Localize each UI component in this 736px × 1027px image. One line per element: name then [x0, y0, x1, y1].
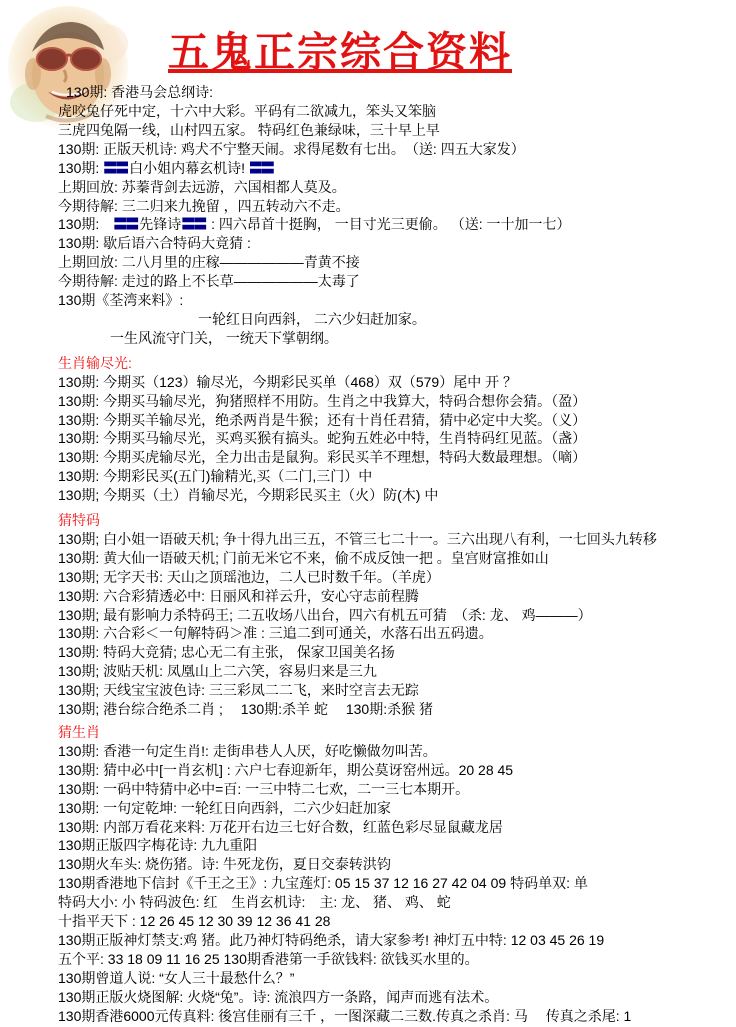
- navy-bars-mark: 〓〓: [248, 159, 273, 176]
- text-segment: 130期: 正版天机诗: 鸡犬不宁整天闹。求得尾数有七出。 （送: 四五大家发）: [58, 140, 525, 157]
- text-line: [58, 761, 732, 780]
- text-line: [58, 988, 732, 1007]
- text-line: [58, 373, 732, 392]
- text-line: [58, 874, 732, 893]
- text-segment: 130期正版神灯禁支:鸡 猪。此乃神灯特码绝杀，请大家参考! 神灯五中特: 12 03 45 26 19: [58, 931, 605, 948]
- text-segment: 先锋诗: [139, 216, 182, 233]
- text-segment: 130期; 无字天书: 天山之顶瑶池边，二人已时数千年。（羊虎）: [58, 568, 440, 585]
- text-segment: 130期: 歇后语六合特码大竟猜 :: [58, 235, 251, 252]
- text-segment: 虎咬兔仔死中定，十六中大彩。平码有二欲减九，笨头又笨脑: [58, 103, 436, 119]
- text-line: [58, 310, 732, 329]
- text-segment: 130期: 特码大竞猜; 忠心无二有主张， 保家卫国美名扬: [58, 644, 395, 661]
- text-line: [58, 178, 732, 197]
- text-segment: 三虎四兔隔一线，山村四五家。 特码红色兼绿味，三十早上早: [58, 121, 440, 138]
- text-line: [58, 83, 732, 102]
- text-line: [58, 291, 732, 310]
- text-line: [58, 448, 732, 467]
- text-line: [58, 893, 732, 912]
- text-segment: 130期; 波贴天机: 凤凰山上二六笑，容易归来是三九: [58, 663, 377, 680]
- text-segment: 130期火车头: 烧伤猪。诗: 牛死龙伤，夏日交泰转洪钧: [58, 856, 391, 873]
- text-line: [58, 549, 732, 568]
- text-line: [58, 1007, 732, 1026]
- text-line: [58, 102, 732, 121]
- text-segment: : 四六昂首十挺胸， 一目寸光三更偷。 （送: 一十加一七）: [207, 216, 571, 233]
- text-segment: 130期: 黄大仙一语破天机; 门前无米它不来，偷不成反蚀一把 。皇宫财富推如山: [58, 549, 549, 566]
- text-segment: 130期:: [58, 159, 104, 176]
- navy-bars-mark: 〓〓: [181, 216, 206, 233]
- text-line: [58, 486, 732, 505]
- text-line: [58, 429, 732, 448]
- text-segment: 130期: 今期买马输尽光，狗猪照样不用防。生肖之中我算大，特码合想你会猜。（盈）: [58, 392, 587, 409]
- text-segment: 130期正版四字梅花诗: 九九重阳: [58, 837, 258, 854]
- text-segment: 130期; 最有影响力杀特码王; 二五收场八出台，四六有机五可猜 （杀: 龙、 鸡———）: [58, 606, 592, 623]
- text-segment: 130期: 猜中必中[一肖玄机] : 六户七春迎新年，期公莫讶窑州远。20 28 45: [58, 761, 514, 778]
- text-segment: 130期; 白小姐一语破天机; 争十得九出三五，不管三七二十一。三六出现八有利，一七回头九转移: [58, 530, 657, 547]
- text-segment: 130期: 香港马会总纲诗:: [66, 84, 214, 101]
- text-segment: 五个平: 33 18 09 11 16 25 130期香港第一手欲钱料: 欲钱买水里的。: [58, 950, 479, 967]
- text-line: [58, 818, 732, 837]
- text-segment: 130期: 六合彩＜一句解特码＞准 : 三追二到可通关，水落石出五码遗。: [58, 625, 493, 642]
- text-line: [58, 411, 732, 430]
- section-header: 猜生肖: [58, 724, 100, 740]
- text-segment: 130期: 今期买（123）输尽光，今期彩民买单（468）双（579）尾中 开 ？: [58, 373, 517, 390]
- text-line: [58, 197, 732, 216]
- text-line: [58, 723, 732, 742]
- text-line: [58, 606, 732, 625]
- text-line: [58, 215, 732, 234]
- navy-bars-mark: 〓〓: [113, 216, 138, 233]
- text-segment: 上期回放: 苏蓁背剑去远游，六国相都人莫及。: [58, 178, 346, 195]
- text-line: [58, 467, 732, 486]
- text-line: [58, 624, 732, 643]
- text-line: [58, 931, 732, 950]
- text-segment: 130期: 今期买羊输尽光，绝杀两肖是牛猴；还有十肖任君猜，猜中必定中大奖。（义）: [58, 411, 587, 428]
- text-segment: 一轮红日向西斜， 二六少妇赶加家。: [198, 310, 426, 327]
- text-line: [58, 681, 732, 700]
- text-line: [58, 836, 732, 855]
- text-line: [58, 392, 732, 411]
- text-line: [58, 121, 732, 140]
- text-line: [58, 950, 732, 969]
- text-line: [58, 234, 732, 253]
- text-segment: 130期曾道人说: “女人三十最愁什么？”: [58, 969, 295, 986]
- section-header: 生肖输尽光:: [58, 354, 132, 371]
- text-line: [58, 969, 732, 988]
- text-line: [58, 700, 732, 719]
- text-line: [58, 742, 732, 761]
- text-segment: 130期: 今期彩民买(五门)输精光,买（二门,三门）中: [58, 468, 373, 485]
- text-line: [58, 855, 732, 874]
- text-line: [58, 511, 732, 530]
- text-segment: 130期正版火烧图解: 火烧“兔”。诗: 流浪四方一条路，闻声而逃有法术。: [58, 988, 499, 1005]
- text-segment: 130期: 今期买马输尽光，买鸡买猴有搞头。蛇狗五姓必中特，生肖特码红见蓝。（盏）: [58, 430, 587, 447]
- text-segment: 130期《荃湾来料》:: [58, 292, 184, 309]
- text-segment: 130期: 香港一句定生肖!: 走街串巷人人厌，好吃懒做勿叫苦。: [58, 742, 437, 759]
- text-segment: 130期; 港台综合绝杀二肖 ; 130期:杀羊 蛇 130期:杀猴 猪: [58, 701, 433, 718]
- text-segment: 今期待解: 三二归来九挽留 ，四五转动六不走。: [58, 197, 350, 214]
- text-segment: 十指平天下 : 12 26 45 12 30 39 12 36 41 28: [58, 913, 331, 930]
- text-line: [58, 799, 732, 818]
- text-segment: 130期: 一句定乾坤: 一轮红日向西斜，二六少妇赶加家: [58, 799, 391, 816]
- text-segment: 一生风流守门关， 一统天下掌朝纲。: [110, 329, 338, 346]
- text-line: [58, 159, 732, 178]
- content-lines: [58, 83, 732, 1025]
- text-line: [58, 643, 732, 662]
- text-segment: 今期待解: 走过的路上不长草——————太毒了: [58, 273, 360, 290]
- text-line: [58, 140, 732, 159]
- text-segment: 130期: 今期买虎输尽光，全力出击是鼠狗。彩民买羊不理想，特码大数最理想。（嘀）: [58, 449, 587, 466]
- text-segment: 130期: 六合彩猜透必中: 日丽风和祥云升，安心守志前程腾: [58, 587, 419, 604]
- text-line: [58, 253, 732, 272]
- text-segment: 130期香港6000元传真料: 後宫佳丽有三千 ，一图深藏二三数.传真之杀肖: 马 传真之杀尾: 1: [58, 1007, 632, 1024]
- page-title: 五鬼正宗综合资料: [168, 29, 512, 75]
- text-segment: 130期香港地下信封《千王之王》: 九宝莲灯: 05 15 37 12 16 27 42 04 09 特码单双: 单: [58, 875, 588, 892]
- text-segment: 130期:: [58, 216, 114, 233]
- section-header: 猜特码: [58, 512, 100, 529]
- text-line: [58, 568, 732, 587]
- text-line: [58, 662, 732, 681]
- text-line: [58, 530, 732, 549]
- text-segment: 130期; 天线宝宝波色诗: 三三彩凤二二飞，来时空言去无踪: [58, 682, 419, 699]
- navy-bars-mark: 〓〓: [103, 159, 128, 176]
- text-line: [58, 329, 732, 348]
- text-segment: 130期: 一码中特猜中必中=百: 一三中特二七欢，二一三七本期开。: [58, 780, 470, 797]
- text-line: [58, 587, 732, 606]
- text-line: [58, 780, 732, 799]
- text-line: [58, 354, 732, 373]
- text-line: [58, 912, 732, 931]
- text-segment: 上期回放: 二八月里的庄稼——————青黄不接: [58, 254, 360, 271]
- text-segment: 白小姐内幕玄机诗!: [129, 159, 249, 176]
- text-segment: 130期: 内部万看花来料: 万花开右边三七好合数，红蓝色彩尽显鼠藏龙居: [58, 818, 503, 835]
- text-segment: 特码大小: 小 特码波色: 红 生肖玄机诗: 主: 龙、 猪、 鸡、 蛇: [58, 894, 451, 911]
- text-segment: 130期; 今期买（土）肖输尽光，今期彩民买主（火）防(木) 中: [58, 487, 439, 504]
- text-line: [58, 272, 732, 291]
